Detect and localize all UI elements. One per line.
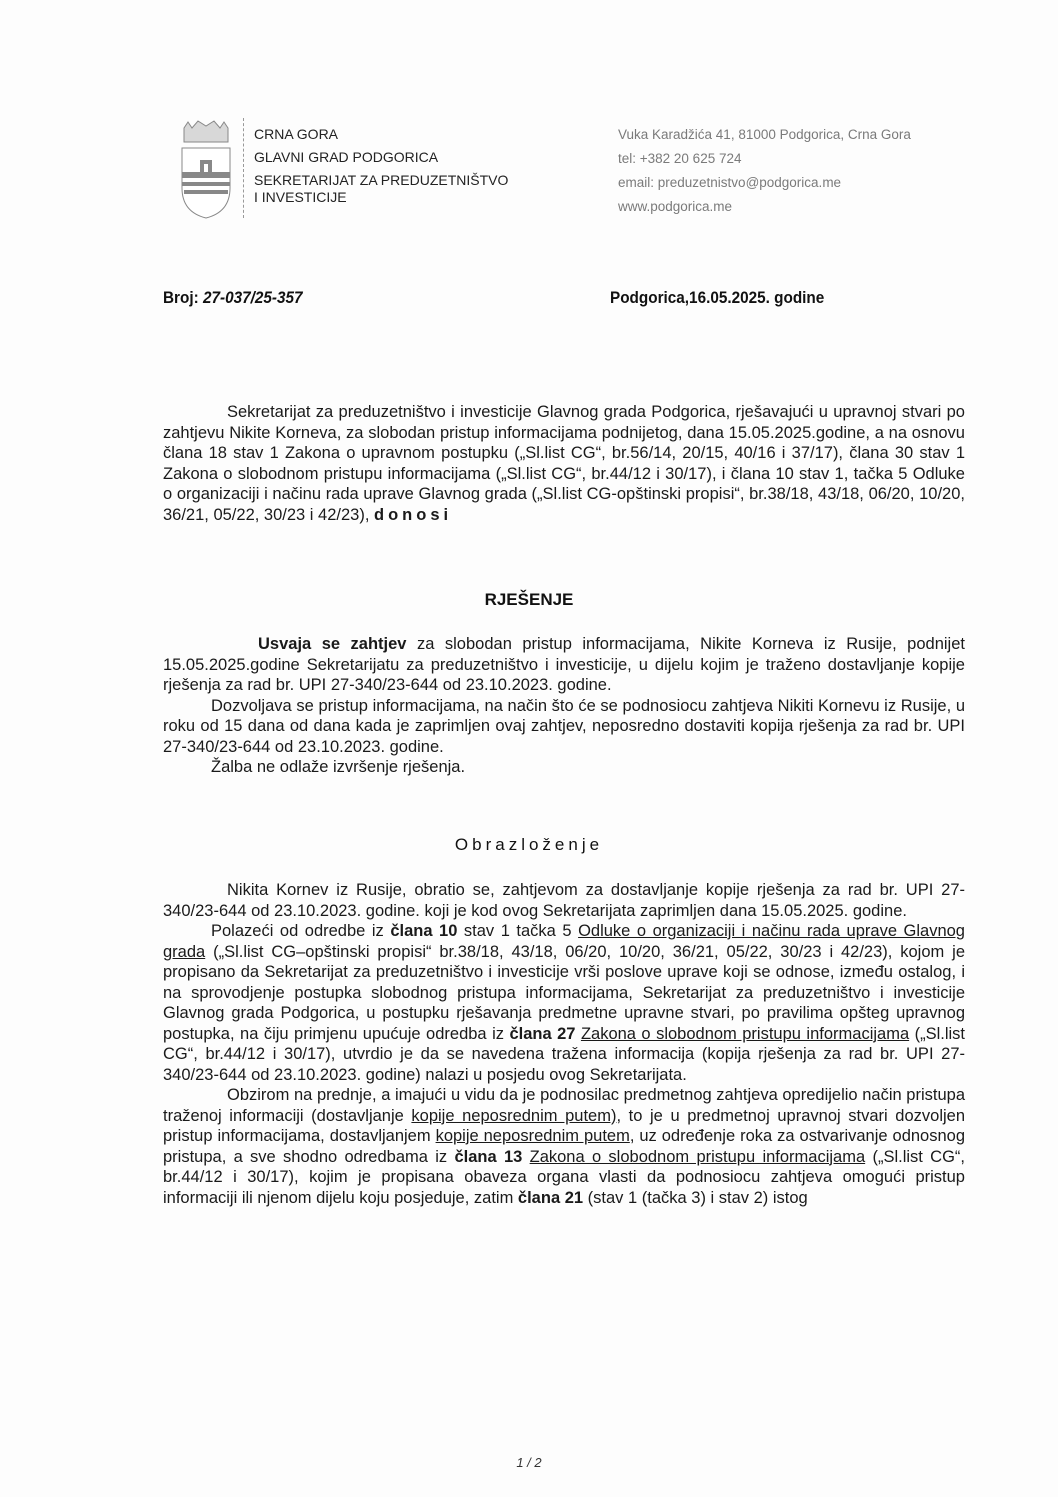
decision-title: RJEŠENJE bbox=[484, 590, 574, 609]
org-city: GLAVNI GRAD PODGORICA bbox=[254, 149, 439, 165]
article-ref: člana 27 bbox=[509, 1024, 576, 1043]
reasoning-p2 bbox=[163, 921, 965, 1085]
decision-approve-bold: Usvaja se zahtjev bbox=[258, 635, 407, 653]
reasoning-body bbox=[163, 880, 965, 1208]
law-title-underlined: Zakona o slobodnom pristupu informacijama bbox=[580, 1024, 910, 1043]
org-secretariat-cont: I INVESTICIJE bbox=[254, 189, 347, 205]
coat-of-arms-icon bbox=[178, 120, 234, 220]
reference-number bbox=[163, 288, 302, 308]
intro-text: Sekretarijat za preduzetništvo i investicije Glavnog grada Podgorica, rješavajući u upravnoj stvari po zahtjevu Nikite Korneva, za slobodan pristup informacijama podnijetog, dana 15.05.2025.godine, a na osnovu člana 18 stav 1 Zakona o upravnom postupku („Sl.list CG“, br.56/14, 20/15, 40/16 i 37/17), člana 30 stav 1 Zakona o slobodnom pristupu informacijama („Sl.list CG“, br.44/12 i 30/17), i člana 10 stav 1, tačka 5 Odluke o organizaciji i načinu rada uprave Glavnog grada („Sl.list CG-opštinski propisi“, br.38/18, 43/18, 06/20, 10/20, 36/21, 05/22, 30/23 i 42/23), bbox=[163, 403, 965, 524]
text-span: stav 1 tačka 5 bbox=[457, 922, 579, 940]
law-title-underlined: Zakona o slobodnom pristupu informacijama bbox=[529, 1147, 866, 1166]
contact-email[interactable]: email: preduzetnistvo@podgorica.me bbox=[618, 175, 842, 190]
article-ref: člana 21 bbox=[517, 1188, 584, 1207]
decision-p2: Dozvoljava se pristup informacijama, na način što će se podnosiocu zahtjeva Nikiti Kornevu iz Rusije, u roku od 15 dana od dana kada je zaprimljen ovaj zahtjev, neposredno dostaviti kopija rješenja za rad br. UPI 27-340/23-644 od 23.10.2023. godine. bbox=[163, 696, 965, 756]
org-secretariat: SEKRETARIJAT ZA PREDUZETNIŠTVO bbox=[254, 172, 509, 188]
text-span: , uz određenje roka za ostvarivanje odnosnog pristupa, a sve shodno odredbama iz bbox=[163, 1127, 966, 1166]
reference-label: Broj: bbox=[163, 288, 203, 307]
text-span: , to je u predmetnoj upravnoj stvari dozvoljen pristup informacijama, dostavljanjem bbox=[163, 1106, 965, 1145]
header-divider bbox=[243, 118, 244, 218]
intro-paragraph bbox=[163, 402, 965, 525]
article-ref: člana 10 bbox=[390, 922, 458, 940]
underlined-phrase: kopije neposrednim putem) bbox=[411, 1106, 617, 1125]
article-ref: člana 13 bbox=[454, 1147, 523, 1166]
text-span: (stav 1 (tačka 3) i stav 2) istog bbox=[583, 1188, 808, 1207]
intro-donosi: donosi bbox=[374, 505, 453, 524]
reasoning-p1: Nikita Kornev iz Rusije, obratio se, zahtjevom za dostavljanje kopije rješenja za rad br. UPI 27-340/23-644 od 23.10.2023. godine. koji je kod ovog Sekretarijata zaprimljen dana 15.05.2025. godine. bbox=[163, 881, 965, 920]
decision-p1: za slobodan pristup informacijama, Nikite Korneva iz Rusije, podnijet 15.05.2025.godine Sekretarijatu za preduzetništvo i investicije, u dijelu kojim je traženo dostavljanje kopije rješenja za rad br. UPI 27-340/23-644 od 23.10.2023. godine. bbox=[163, 635, 965, 694]
contact-address: Vuka Karadžića 41, 81000 Podgorica, Crna Gora bbox=[618, 127, 911, 142]
text-span: („Sl.list CG“, br.44/12 i 30/17), kojim je propisana obaveza organa vlasti da podnosiocu zahtjeva omogući pristup informaciji ili njenom dijelu koju posjeduje, zatim bbox=[163, 1147, 965, 1207]
contact-web[interactable]: www.podgorica.me bbox=[618, 199, 733, 214]
org-country: CRNA GORA bbox=[254, 126, 339, 142]
reference-value: 27-037/25-357 bbox=[202, 288, 303, 307]
contact-tel: tel: +382 20 625 724 bbox=[618, 151, 742, 166]
text-span: („Sl.list CG“, br.44/12 i 30/17), utvrdio je da se navedena tražena informacija (kopija rješenja za rad br. UPI 27-340/23-644 od 23.10.2023. godine) nalazi u posjedu ovog Sekretarijata. bbox=[163, 1024, 965, 1084]
law-title-underlined: Odluke o organizaciji i načinu rada uprave Glavnog grada bbox=[163, 922, 965, 961]
page-number: 1 / 2 bbox=[516, 1455, 542, 1470]
reasoning-p3 bbox=[163, 1085, 965, 1208]
decision-body bbox=[163, 634, 965, 778]
text-span: („Sl.list CG–opštinski propisi“ br.38/18, 43/18, 06/20, 10/20, 36/21, 05/22, 30/23 i 42/23), kojom je propisano da Sekretarijat za preduzetništvo i investicije vrši poslove uprave koji se odnose, između ostalog, i na sprovodjenje postupka slobodnog pristupa informacijama, Sekretarijat za preduzetništvo i investicije Glavnog grada Podgorica, u postupku rješavanja predmetne upravne stvari, po pravilima opšteg upravnog postupka, na čiju primjenu upućuje odredba iz bbox=[163, 942, 965, 1043]
decision-p3: Žalba ne odlaže izvršenje rješenja. bbox=[211, 758, 466, 776]
underlined-phrase: kopije neposrednim putem bbox=[435, 1127, 630, 1145]
text-span: Obzirom na prednje, a imajući u vidu da je podnosilac predmetnog zahtjeva opredijelio način pristupa traženoj informaciji (dostavljanje bbox=[163, 1086, 965, 1125]
text-span bbox=[522, 1148, 529, 1166]
header-organization bbox=[254, 126, 508, 212]
text-span: Polazeći od odredbe iz bbox=[211, 922, 391, 940]
reasoning-title: Obrazloženje bbox=[454, 835, 604, 854]
header-contact bbox=[618, 126, 911, 222]
place-date: Podgorica,16.05.2025. godine bbox=[610, 288, 825, 307]
